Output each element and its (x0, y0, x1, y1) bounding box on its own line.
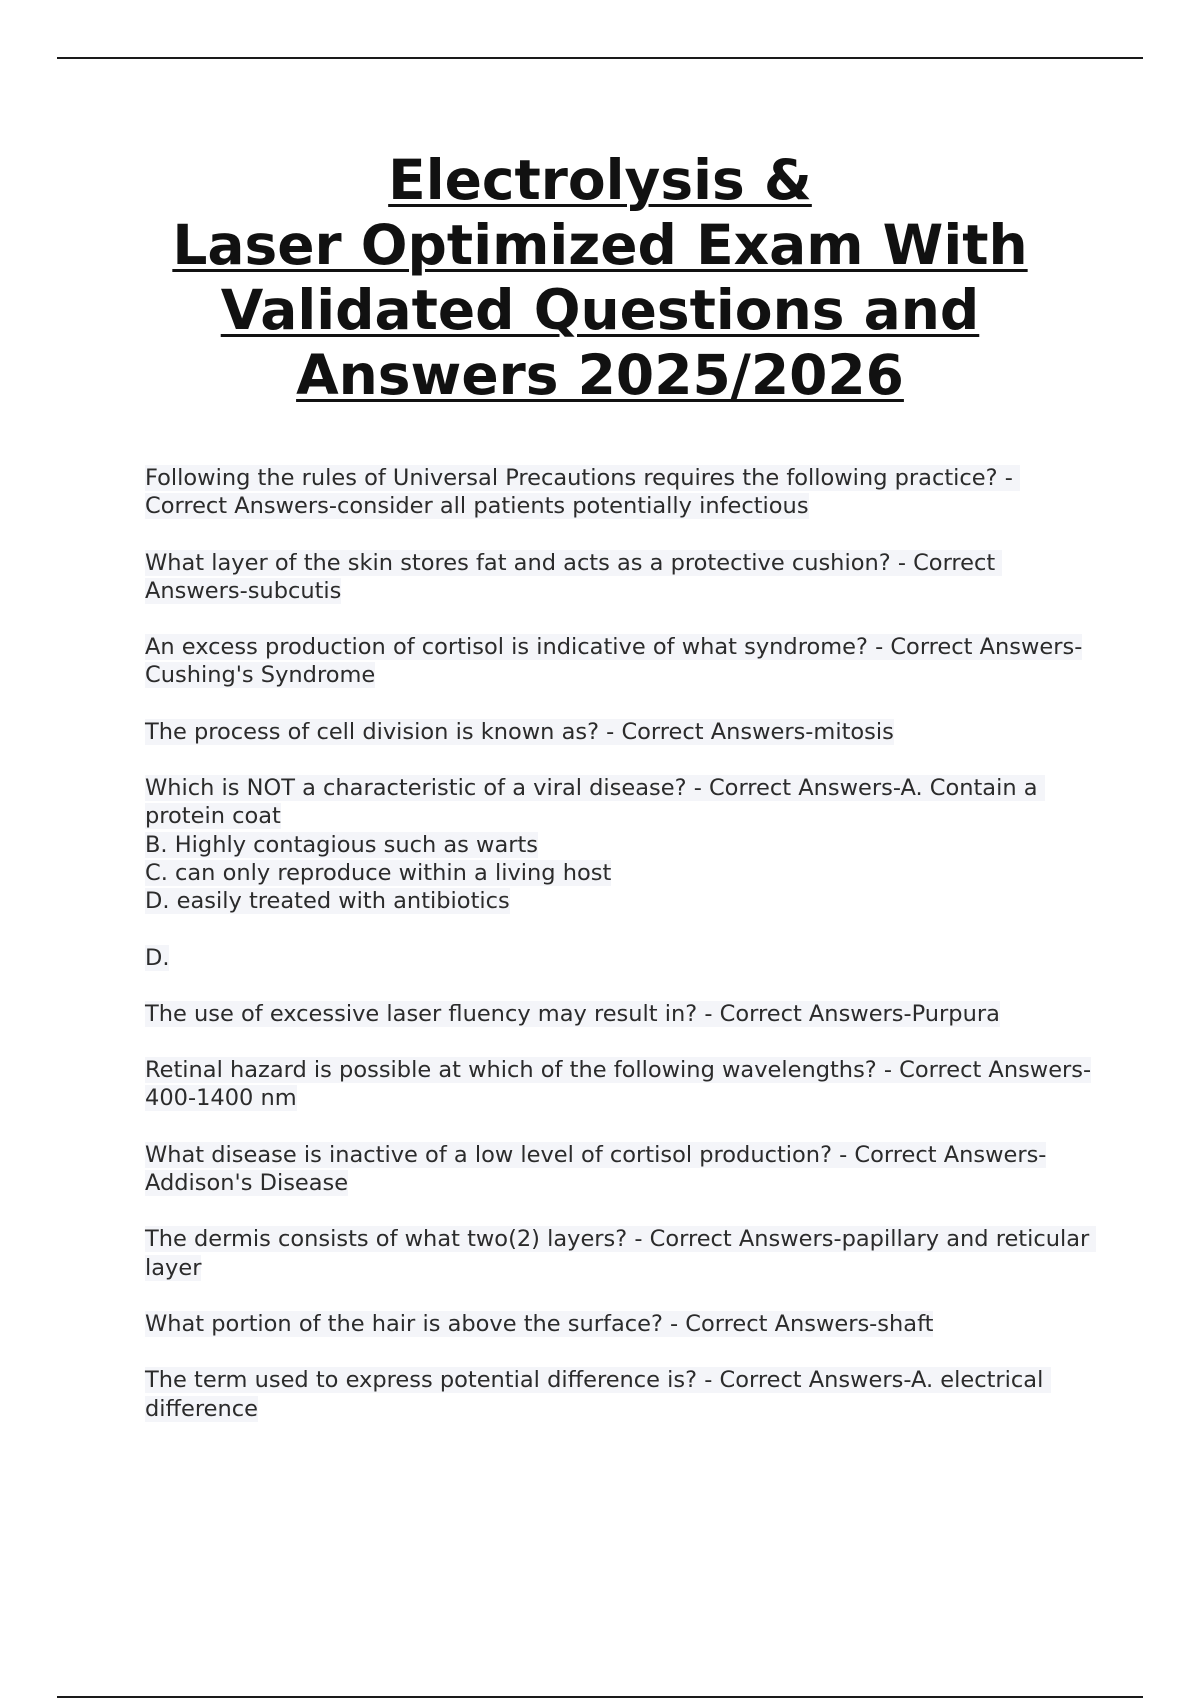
qa-item (145, 1310, 1095, 1338)
qa-item (145, 1366, 1095, 1423)
page-title (120, 148, 1080, 408)
qa-item (145, 1000, 1095, 1028)
qa-item (145, 633, 1095, 690)
qa-item (145, 464, 1095, 521)
qa-text: What layer of the skin stores fat and acts as a protective cushion? - Correct Answers-subcutis (145, 549, 1003, 604)
qa-text: The term used to express potential difference is? - Correct Answers-A. electrical difference (145, 1367, 1051, 1422)
title-line: Validated Questions and (220, 278, 980, 342)
title-line: Answers 2025/2026 (296, 343, 904, 407)
qa-text: Following the rules of Universal Precautions requires the following practice? - Correct Answers-consider all patients potentially infectious (145, 465, 1020, 520)
qa-item (145, 774, 1095, 915)
title-line: Laser Optimized Exam With (172, 213, 1028, 277)
qa-text: The dermis consists of what two(2) layers? - Correct Answers-papillary and reticular layer (145, 1226, 1097, 1281)
qa-item (145, 1056, 1095, 1113)
qa-text: What portion of the hair is above the surface? - Correct Answers-shaft (145, 1310, 934, 1337)
title-line: Electrolysis & (388, 148, 812, 212)
qa-text: D. (145, 944, 170, 971)
qa-text: Which is NOT a characteristic of a viral disease? - Correct Answers-A. Contain a protein coat B. Highly contagious such as warts C. can only reproduce within a living host D. easily treated with antibiotics (145, 775, 1045, 914)
qa-text: What disease is inactive of a low level of cortisol production? - Correct Answers-Addison's Disease (145, 1141, 1047, 1197)
qa-text: The process of cell division is known as? - Correct Answers-mitosis (145, 718, 894, 745)
qa-text: Retinal hazard is possible at which of the following wavelengths? - Correct Answers-400-1400 nm (145, 1057, 1092, 1112)
qa-item (145, 1141, 1095, 1198)
qa-item (145, 944, 1095, 972)
qa-item (145, 718, 1095, 746)
question-answer-list (145, 464, 1095, 1451)
top-rule (57, 57, 1143, 59)
qa-text: The use of excessive laser fluency may result in? - Correct Answers-Purpura (145, 1000, 1000, 1027)
qa-item (145, 549, 1095, 606)
bottom-rule (57, 1696, 1143, 1698)
qa-item (145, 1225, 1095, 1282)
qa-text: An excess production of cortisol is indicative of what syndrome? - Correct Answers-Cushing's Syndrome (145, 634, 1083, 689)
